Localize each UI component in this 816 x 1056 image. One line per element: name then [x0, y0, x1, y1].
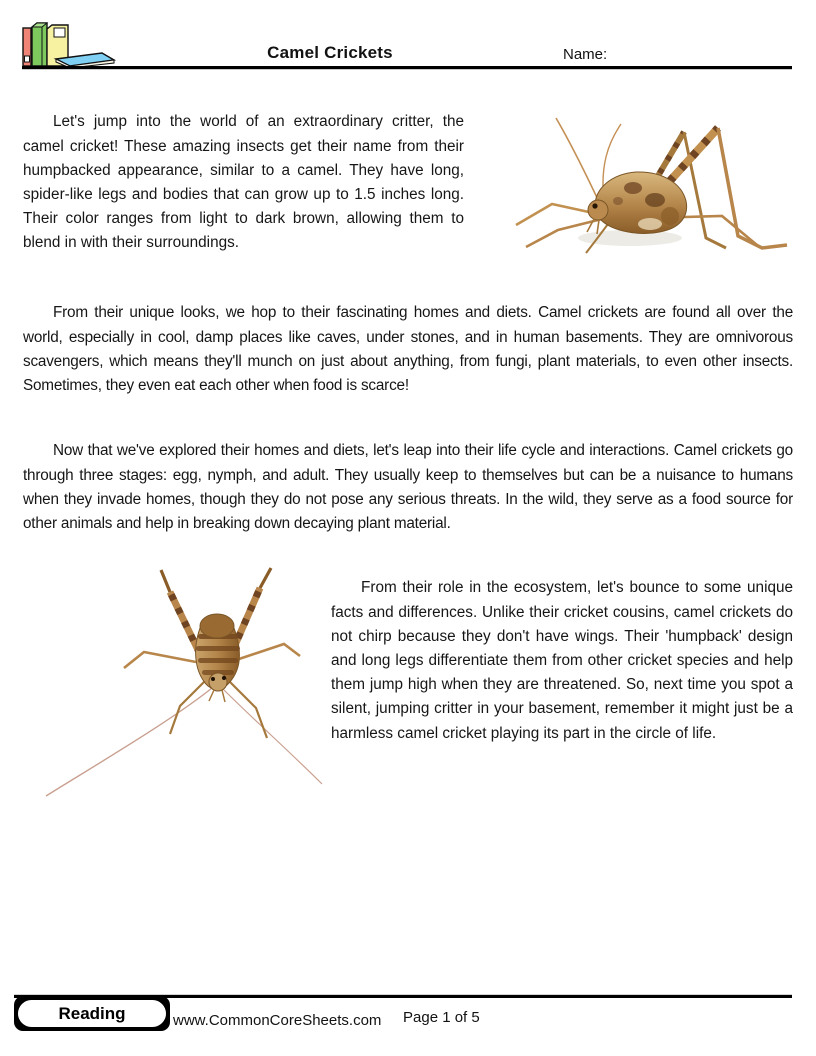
subject-badge [14, 996, 170, 1031]
paragraph-life-cycle: Now that we've explored their homes and diets, let's leap into their life cycle and interactions. Camel crickets go through three stages: egg, nymph, and adult. They usually keep to themselves but can be a nuisance to humans when they invade homes, though they do not pose any serious threats. In the wild, they serve as a food source for other animals and help in breaking down decaying plant material. [23, 442, 793, 532]
website-link[interactable]: www.CommonCoreSheets.com [173, 1012, 382, 1029]
header-divider [22, 66, 792, 69]
books-on-shelf-icon [18, 19, 118, 68]
camel-cricket-front-photo [22, 558, 332, 808]
subject-badge-label: Reading [18, 1000, 166, 1027]
camel-cricket-side-photo [500, 98, 800, 263]
paragraph-unique-facts: From their role in the ecosystem, let's bounce to some unique facts and differences. Unlike their cricket cousins, camel crickets do not chirp because they don't have wings. Their 'humpback' design and long legs differentiate them from other cricket species and help them jump high when they are threatened. So, next time you spot a silent, jumping critter in your basement, remember it might just be a harmless camel cricket playing its part in the circle of life. [331, 579, 793, 742]
name-label: Name: [563, 46, 608, 63]
paragraph-intro: Let's jump into the world of an extraordinary critter, the camel cricket! These amazing insects get their name from their humpbacked appearance, similar to a camel. They have long, spider-like legs and bodies that can grow up to 1.5 inches long. Their color ranges from light to dark brown, allowing them to blend in with their surroundings. [23, 113, 464, 252]
page-indicator: Page 1 of 5 [403, 1009, 480, 1026]
page-title: Camel Crickets [267, 43, 393, 62]
paragraph-habitat-diet: From their unique looks, we hop to their fascinating homes and diets. Camel crickets are found all over the world, especially in cool, damp places like caves, under stones, and in human basements. They are omnivorous scavengers, which means they'll munch on just about anything, from fungi, plant materials, to even other insects. Sometimes, they even eat each other when food is scarce! [23, 304, 793, 394]
